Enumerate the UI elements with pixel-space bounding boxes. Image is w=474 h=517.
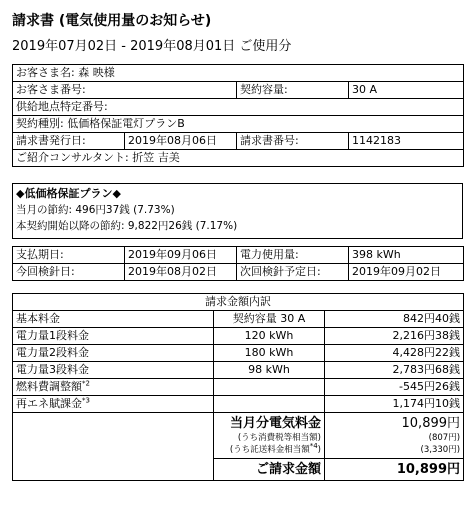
issue-date-label: 請求書発行日: (13, 133, 125, 150)
month-total-labels (214, 413, 325, 459)
capacity-value: 30 A (349, 82, 464, 99)
payment-due-label: 支払期日: (13, 247, 125, 264)
invoice-number: 1142183 (349, 133, 464, 150)
transmission-value: (3,330円) (420, 445, 461, 455)
billing-amount: 4,428円22銭 (325, 345, 464, 362)
billing-item-label: 燃料費調整額 (16, 380, 82, 393)
meter-date: 2019年08月02日 (125, 264, 237, 281)
month-total: 10,899円 (401, 416, 461, 431)
footnote-mark: *2 (82, 379, 90, 388)
invoice-number-label: 請求書番号: (237, 133, 349, 150)
tax-label: (うち消費税等相当額) (237, 433, 321, 443)
billing-header: 請求金額内訳 (13, 294, 464, 311)
customer-number-label: お客さま番号: (13, 82, 237, 99)
tax-value: (807円) (428, 433, 461, 443)
billing-item: 電力量2段料金 (13, 345, 214, 362)
customer-info-table (12, 64, 464, 167)
total-saving: 本契約開始以降の節約: 9,822円26銭 (7.17%) (16, 220, 238, 232)
discount-title: ◆低価格保証プラン◆ (16, 187, 121, 200)
billing-row (13, 362, 464, 379)
billing-item: 電力量3段料金 (13, 362, 214, 379)
month-total-values (325, 413, 464, 459)
meter-date-label: 今回検針日: (13, 264, 125, 281)
payment-due-date: 2019年09月06日 (125, 247, 237, 264)
billing-row (13, 311, 464, 328)
usage-period: 2019年07月02日 - 2019年08月01日 ご使用分 (12, 39, 292, 54)
billing-amount: 842円40銭 (325, 311, 464, 328)
grand-total-label: ご請求金額 (214, 459, 325, 481)
contract-type: 契約種別: 低価格保証電灯プランB (13, 116, 464, 133)
billing-item-label: 再エネ賦課金 (16, 397, 82, 410)
supply-point-label: 供給地点特定番号: (13, 99, 464, 116)
billing-detail: 180 kWh (214, 345, 325, 362)
billing-item (13, 396, 214, 413)
billing-item: 電力量1段料金 (13, 328, 214, 345)
month-saving: 当月の節約: 496円37銭 (7.73%) (16, 204, 175, 216)
discount-box (12, 183, 463, 239)
billing-detail (214, 379, 325, 396)
billing-item (13, 379, 214, 396)
month-total-label: 当月分電気料金 (229, 416, 321, 431)
transmission-label: (うち託送料金相当額$^{*4}$) (229, 442, 321, 455)
issue-date: 2019年08月06日 (125, 133, 237, 150)
footnote-mark: *3 (82, 396, 90, 405)
consultant: ご紹介コンサルタント: 折笠 吉美 (13, 150, 464, 167)
capacity-label: 契約容量: (237, 82, 349, 99)
next-meter-date: 2019年09月02日 (349, 264, 464, 281)
grand-total-row (13, 459, 464, 481)
billing-row (13, 379, 464, 396)
usage-label: 電力使用量: (237, 247, 349, 264)
dates-table (12, 246, 464, 281)
billing-detail (214, 396, 325, 413)
billing-row (13, 396, 464, 413)
billing-amount: -545円26銭 (325, 379, 464, 396)
billing-row (13, 345, 464, 362)
document-title: 請求書 (電気使用量のお知らせ) (12, 13, 212, 29)
billing-breakdown-table (12, 293, 464, 481)
billing-detail: 98 kWh (214, 362, 325, 379)
billing-amount: 2,216円38銭 (325, 328, 464, 345)
billing-item: 基本料金 (13, 311, 214, 328)
usage-value: 398 kWh (349, 247, 464, 264)
footnote-mark: *4 (309, 442, 318, 451)
grand-total: 10,899円 (325, 459, 464, 481)
month-total-row (13, 413, 464, 459)
next-meter-label: 次回検針予定日: (237, 264, 349, 281)
billing-amount: 2,783円68銭 (325, 362, 464, 379)
customer-name: お客さま名: 森 映様 (13, 65, 464, 82)
billing-detail: 契約容量 30 A (214, 311, 325, 328)
billing-detail: 120 kWh (214, 328, 325, 345)
billing-row (13, 328, 464, 345)
billing-amount: 1,174円10銭 (325, 396, 464, 413)
